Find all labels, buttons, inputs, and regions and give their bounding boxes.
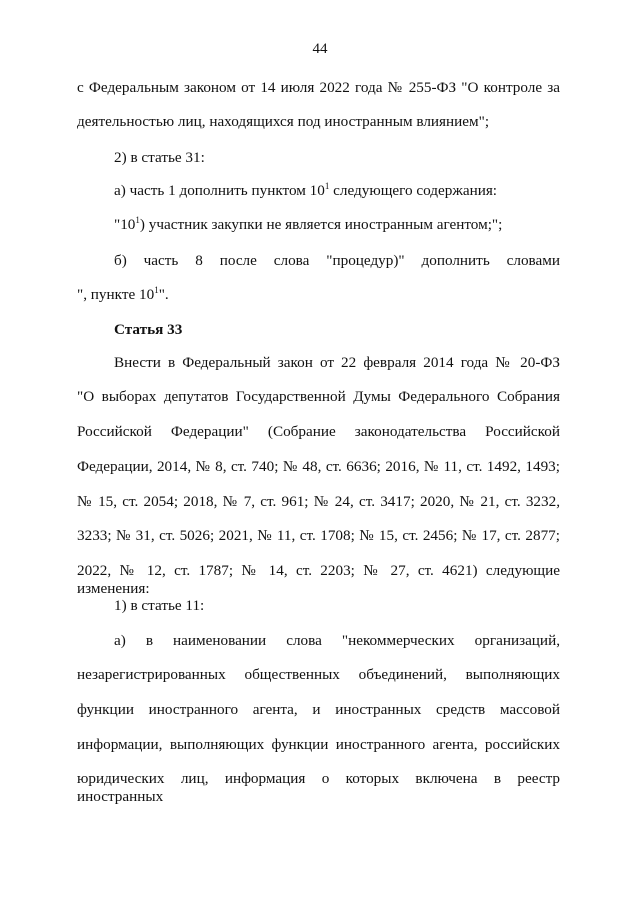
- text-segment: ", пункте 10: [77, 286, 155, 303]
- text-line: "О выборах депутатов Государственной Думы Федерального Собрания: [77, 388, 560, 405]
- superscript: 1: [135, 215, 140, 225]
- text-segment: следующего содержания:: [329, 182, 498, 199]
- text-line: Российской Федерации" (Собрание законодательства Российской: [77, 423, 560, 440]
- text-line: 3233; № 31, ст. 5026; 2021, № 11, ст. 1708; № 15, ст. 2456; № 17, ст. 2877;: [77, 527, 560, 544]
- text-line: [114, 216, 560, 234]
- text-segment: ".: [158, 286, 169, 303]
- text-line: 2) в статье 31:: [114, 149, 205, 166]
- text-line: 2022, № 12, ст. 1787; № 14, ст. 2203; № 27, ст. 4621) следующие изменения:: [77, 562, 560, 597]
- text-segment: а) часть 1 дополнить пунктом 10: [114, 182, 325, 199]
- text-line: а) в наименовании слова "некоммерческих организаций,: [114, 632, 560, 649]
- text-line: функции иностранного агента, и иностранных средств массовой: [77, 701, 560, 718]
- article-heading: Статья 33: [114, 321, 183, 338]
- superscript: 1: [154, 285, 159, 295]
- text-line: незарегистрированных общественных объединений, выполняющих: [77, 666, 560, 683]
- text-line: [77, 286, 560, 304]
- page-number: 44: [312, 41, 328, 57]
- text-line: информации, выполняющих функции иностранного агента, российских: [77, 736, 560, 753]
- superscript: 1: [324, 181, 330, 191]
- text-line: № 15, ст. 2054; 2018, № 7, ст. 961; № 24, ст. 3417; 2020, № 21, ст. 3232,: [77, 493, 560, 510]
- text-line: б) часть 8 после слова "процедур)" дополнить словами: [114, 252, 560, 269]
- text-line: 1) в статье 11:: [114, 597, 205, 614]
- text-line: с Федеральным законом от 14 июля 2022 года № 255-ФЗ "О контроле за: [77, 79, 560, 96]
- text-line: деятельностью лиц, находящихся под иностранным влиянием";: [77, 113, 490, 130]
- text-line: Внести в Федеральный закон от 22 февраля 2014 года № 20-ФЗ: [114, 354, 560, 371]
- text-segment: ) участник закупки не является иностранным агентом;";: [139, 216, 503, 233]
- text-line: [114, 182, 560, 200]
- text-line: юридических лиц, информация о которых включена в реестр иностранных: [77, 770, 560, 805]
- text-segment: "10: [114, 216, 136, 233]
- text-line: Федерации, 2014, № 8, ст. 740; № 48, ст. 6636; 2016, № 11, ст. 1492, 1493;: [77, 458, 560, 475]
